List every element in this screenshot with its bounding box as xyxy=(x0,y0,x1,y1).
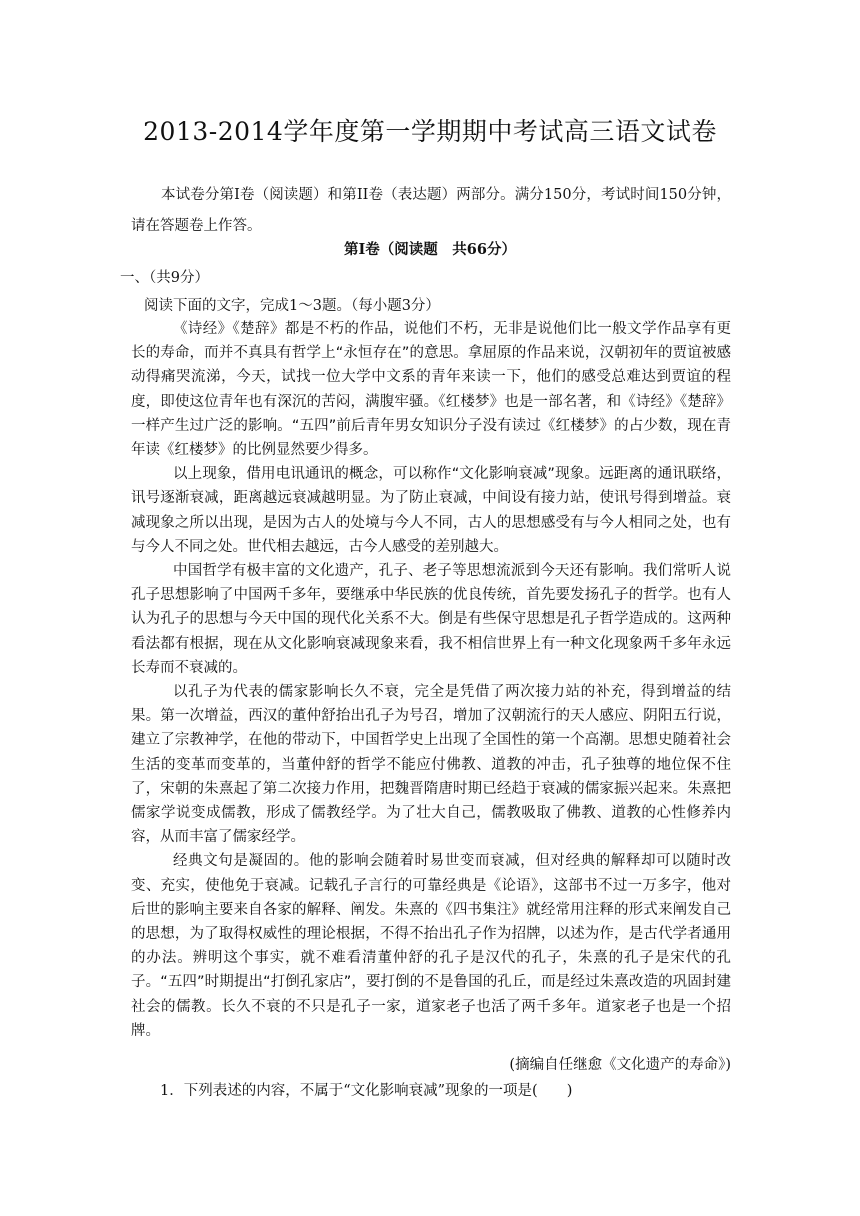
passage-paragraph-4: 以孔子为代表的儒家影响长久不衰，完全是凭借了两次接力站的补充，得到增益的结果。第一次增益，西汉的董仲舒抬出孔子为号召，增加了汉朝流行的天人感应、阴阳五行说，建立了宗教神学，在他的带动下，中国哲学史上出现了全国性的第一个高潮。思想史随着社会生活的变革而变革的，当董仲舒的哲学不能应付佛教、道教的冲击，孔子独尊的地位保不住了，宋朝的朱熹起了第二次接力作用，把魏晋隋唐时期已经趋于衰减的儒家振兴起来。朱熹把儒家学说变成儒教，形成了儒教经学。为了壮大自己，儒教吸取了佛教、道教的心性修养内容，从而丰富了儒家经学。 xyxy=(131,684,731,846)
reading-instruction: 阅读下面的文字，完成1～3题。（每小题3分） xyxy=(144,298,440,314)
question-1: 1．下列表述的内容，不属于“文化影响衰减”现象的一项是( ) xyxy=(160,1083,573,1099)
passage-paragraph-1: 《诗经》《楚辞》都是不朽的作品，说他们不朽，无非是说他们比一般文学作品享有更长的寿命，而并不真具有哲学上“永恒存在”的意思。拿屈原的作品来说，汉朝初年的贾谊被感动得痛哭流涕，今天，试找一位大学中文系的青年来读一下，他们的感受总难达到贾谊的程度，即使这位青年也有深沉的苦闷，满腹牢骚。《红楼梦》也是一部名著，和《诗经》《楚辞》一样产生过广泛的影响。“五四”前后青年男女知识分子没有读过《红楼梦》的占少数，现在青年读《红楼梦》的比例显然要少得多。 xyxy=(131,321,731,459)
question-group-heading: 一、（共9分） xyxy=(120,270,209,286)
passage-paragraph-2: 以上现象，借用电讯通讯的概念，可以称作“文化影响衰减”现象。远距离的通讯联络，讯号逐渐衰减，距离越远衰减越明显。为了防止衰减，中间设有接力站，使讯号得到增益。衰减现象之所以出现，是因为古人的处境与今人不同，古人的思想感受有与今人相同之处，也有与今人不同之处。世代相去越远，古今人感受的差别越大。 xyxy=(131,466,731,555)
passage-paragraph-5: 经典文句是凝固的。他的影响会随着时易世变而衰减，但对经典的解释却可以随时改变、充实，使他免于衰减。记载孔子言行的可靠经典是《论语》，这部书不过一万多字，他对后世的影响主要来自各家的解释、阐发。朱熹的《四书集注》就经常用注释的形式来阐发自己的思想，为了取得权威性的理论根据，不得不抬出孔子作为招牌，以述为作，是古代学者通用的办法。辨明这个事实，就不难看清董仲舒的孔子是汉代的孔子，朱熹的孔子是宋代的孔子。“五四”时期提出“打倒孔家店”，要打倒的不是鲁国的孔丘，而是经过朱熹改造的巩固封建社会的儒教。长久不衰的不只是孔子一家，道家老子也活了两千多年。道家老子也是一个招牌。 xyxy=(131,853,731,1039)
exam-intro: 本试卷分第Ⅰ卷（阅读题）和第II卷（表达题）两部分。满分150分，考试时间150分钟，请在答题卷上作答。 xyxy=(131,187,731,234)
section-heading: 第Ⅰ卷（阅读题 共66分） xyxy=(344,241,516,258)
passage-source: (摘编自任继愈《文化遗产的寿命》) xyxy=(509,1057,731,1073)
passage-paragraph-3: 中国哲学有极丰富的文化遗产，孔子、老子等思想流派到今天还有影响。我们常听人说孔子思想影响了中国两千多年，要继承中华民族的优良传统，首先要发扬孔子的哲学。也有人认为孔子的思想与今天中国的现代化关系不大。倒是有些保守思想是孔子哲学造成的。这两种看法都有根据，现在从文化影响衰减现象来看，我不相信世界上有一种文化现象两千多年永远长寿而不衰减的。 xyxy=(131,563,731,676)
exam-title: 2013-2014学年度第一学期期中考试高三语文试卷 xyxy=(143,117,717,146)
reading-passage xyxy=(131,317,731,1043)
